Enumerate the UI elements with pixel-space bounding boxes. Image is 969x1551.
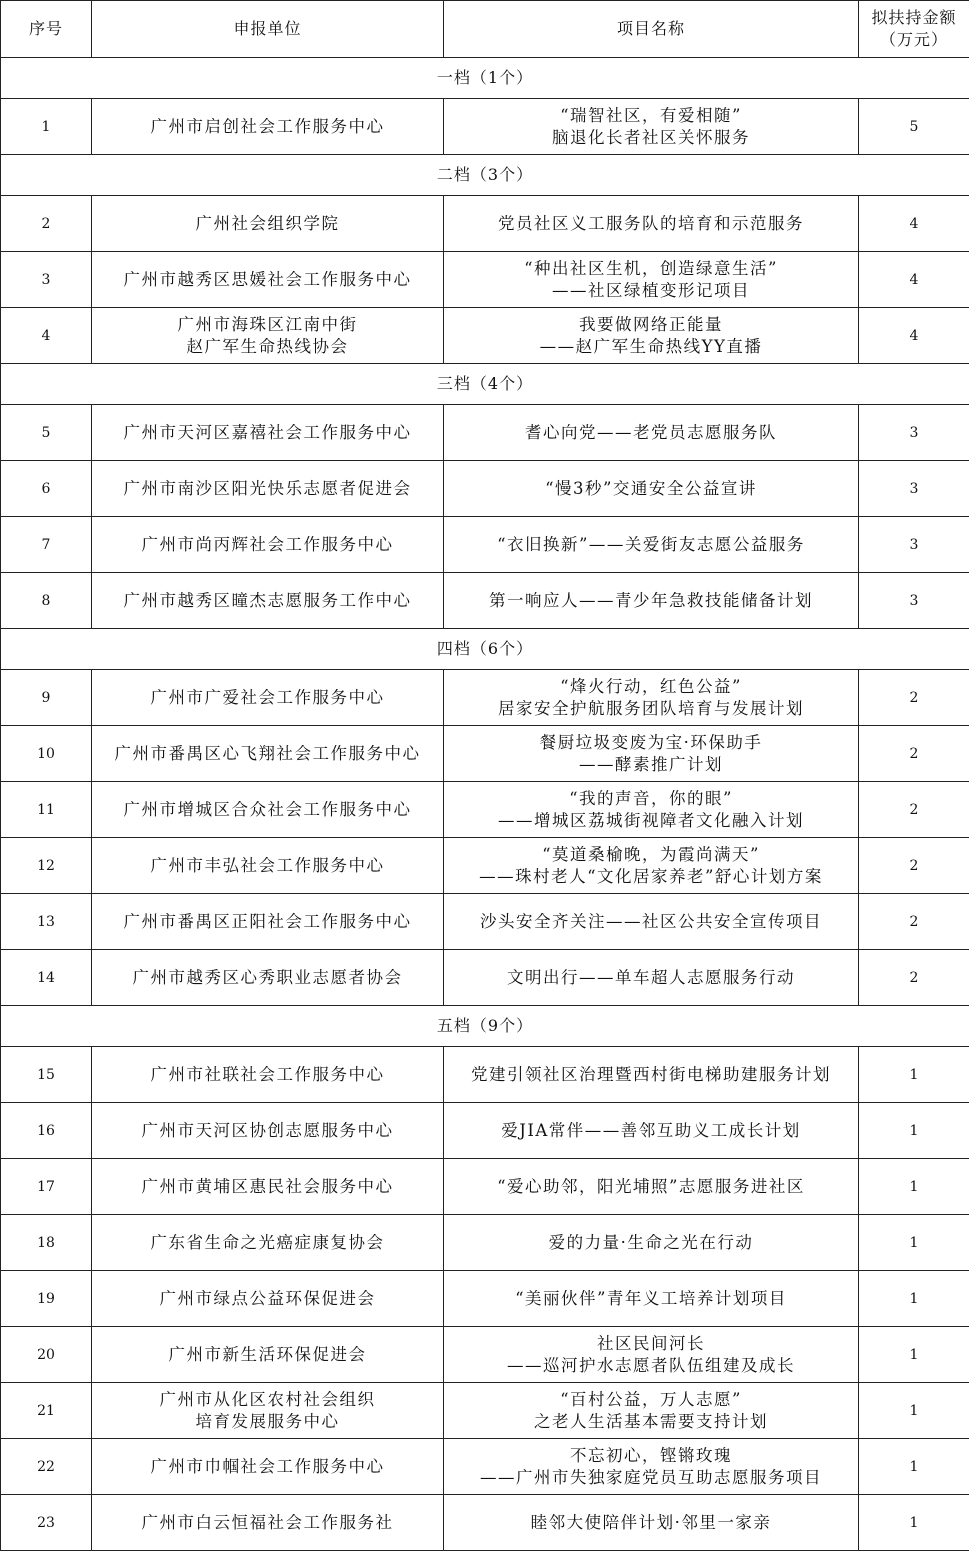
project-line: “瑞智社区，有爱相随” xyxy=(446,105,856,127)
org-line: 广州市番禺区正阳社会工作服务中心 xyxy=(94,911,441,933)
org-line: 广州市广爱社会工作服务中心 xyxy=(94,687,441,709)
row-seq: 21 xyxy=(1,1383,92,1439)
row-amount: 1 xyxy=(859,1383,969,1439)
table-row xyxy=(1,308,969,364)
project-line: ——增城区荔城街视障者文化融入计划 xyxy=(446,810,856,832)
row-project xyxy=(444,838,859,894)
row-project xyxy=(444,726,859,782)
row-org xyxy=(92,1215,444,1271)
row-amount: 1 xyxy=(859,1439,969,1495)
row-amount: 1 xyxy=(859,1103,969,1159)
org-line: 广州市绿点公益环保促进会 xyxy=(94,1288,441,1310)
row-org xyxy=(92,1103,444,1159)
org-line: 广州市尚丙辉社会工作服务中心 xyxy=(94,534,441,556)
row-seq: 14 xyxy=(1,950,92,1006)
table-row xyxy=(1,1495,969,1551)
row-org xyxy=(92,1495,444,1551)
row-amount: 2 xyxy=(859,726,969,782)
table-row xyxy=(1,1215,969,1271)
row-org xyxy=(92,1439,444,1495)
project-line: “爱心助邻，阳光埔照”志愿服务进社区 xyxy=(446,1176,856,1198)
tier-label: 四档（6个） xyxy=(1,629,969,670)
row-project xyxy=(444,99,859,155)
row-seq: 17 xyxy=(1,1159,92,1215)
table-row xyxy=(1,461,969,517)
org-line: 广州市越秀区思媛社会工作服务中心 xyxy=(94,269,441,291)
row-seq: 23 xyxy=(1,1495,92,1551)
header-project: 项目名称 xyxy=(444,1,859,58)
row-project xyxy=(444,1103,859,1159)
org-line: 广州市越秀区心秀职业志愿者协会 xyxy=(94,967,441,989)
row-amount: 2 xyxy=(859,782,969,838)
project-line: 第一响应人——青少年急救技能储备计划 xyxy=(446,590,856,612)
row-project xyxy=(444,782,859,838)
row-org xyxy=(92,894,444,950)
tier-label: 五档（9个） xyxy=(1,1006,969,1047)
project-line: 党员社区义工服务队的培育和示范服务 xyxy=(446,213,856,235)
tier-header-row xyxy=(1,629,969,670)
header-amount xyxy=(859,1,969,58)
row-org xyxy=(92,252,444,308)
table-row xyxy=(1,252,969,308)
header-row xyxy=(1,1,969,58)
table-row xyxy=(1,99,969,155)
table-row xyxy=(1,950,969,1006)
row-project xyxy=(444,1383,859,1439)
row-seq: 10 xyxy=(1,726,92,782)
row-seq: 22 xyxy=(1,1439,92,1495)
org-line: 广州市社联社会工作服务中心 xyxy=(94,1064,441,1086)
project-line: 沙头安全齐关注——社区公共安全宣传项目 xyxy=(446,911,856,933)
project-line: “慢3秒”交通安全公益宣讲 xyxy=(446,478,856,500)
row-project xyxy=(444,1327,859,1383)
project-line: 我要做网络正能量 xyxy=(446,314,856,336)
project-line: 党建引领社区治理暨西村街电梯助建服务计划 xyxy=(446,1064,856,1086)
row-seq: 13 xyxy=(1,894,92,950)
project-line: “百村公益，万人志愿” xyxy=(446,1389,856,1411)
row-seq: 15 xyxy=(1,1047,92,1103)
org-line: 广州市天河区嘉禧社会工作服务中心 xyxy=(94,422,441,444)
project-line: 不忘初心，铿锵玫瑰 xyxy=(446,1445,856,1467)
row-amount: 3 xyxy=(859,461,969,517)
project-line: ——酵素推广计划 xyxy=(446,754,856,776)
header-amount-line2: （万元） xyxy=(861,29,967,51)
org-line: 广东省生命之光癌症康复协会 xyxy=(94,1232,441,1254)
tier-header-row xyxy=(1,364,969,405)
row-seq: 7 xyxy=(1,517,92,573)
header-seq: 序号 xyxy=(1,1,92,58)
row-seq: 5 xyxy=(1,405,92,461)
row-amount: 1 xyxy=(859,1495,969,1551)
row-amount: 2 xyxy=(859,838,969,894)
org-line: 广州市巾帼社会工作服务中心 xyxy=(94,1456,441,1478)
org-line: 广州市增城区合众社会工作服务中心 xyxy=(94,799,441,821)
row-seq: 8 xyxy=(1,573,92,629)
row-org xyxy=(92,950,444,1006)
row-seq: 6 xyxy=(1,461,92,517)
org-line: 广州市南沙区阳光快乐志愿者促进会 xyxy=(94,478,441,500)
row-seq: 18 xyxy=(1,1215,92,1271)
table-row xyxy=(1,1159,969,1215)
row-seq: 19 xyxy=(1,1271,92,1327)
org-line: 广州市新生活环保促进会 xyxy=(94,1344,441,1366)
row-org xyxy=(92,517,444,573)
row-seq: 12 xyxy=(1,838,92,894)
row-project xyxy=(444,573,859,629)
table-row xyxy=(1,1439,969,1495)
project-line: 居家安全护航服务团队培育与发展计划 xyxy=(446,698,856,720)
project-line: “衣旧换新”——关爱街友志愿公益服务 xyxy=(446,534,856,556)
table-row xyxy=(1,1047,969,1103)
project-line: “美丽伙伴”青年义工培养计划项目 xyxy=(446,1288,856,1310)
table-row xyxy=(1,1271,969,1327)
row-org xyxy=(92,838,444,894)
project-line: ——社区绿植变形记项目 xyxy=(446,280,856,302)
org-line: 广州市启创社会工作服务中心 xyxy=(94,116,441,138)
table-row xyxy=(1,1383,969,1439)
table-row xyxy=(1,196,969,252)
table-row xyxy=(1,894,969,950)
project-line: ——巡河护水志愿者队伍组建及成长 xyxy=(446,1355,856,1377)
table-row xyxy=(1,517,969,573)
project-line: 睦邻大使陪伴计划·邻里一家亲 xyxy=(446,1512,856,1534)
row-seq: 11 xyxy=(1,782,92,838)
header-org: 申报单位 xyxy=(92,1,444,58)
org-line: 广州市从化区农村社会组织 xyxy=(94,1389,441,1411)
row-org xyxy=(92,670,444,726)
row-seq: 20 xyxy=(1,1327,92,1383)
row-project xyxy=(444,1271,859,1327)
row-project xyxy=(444,308,859,364)
row-org xyxy=(92,1327,444,1383)
row-project xyxy=(444,1047,859,1103)
row-amount: 4 xyxy=(859,196,969,252)
row-project xyxy=(444,405,859,461)
row-project xyxy=(444,461,859,517)
row-project xyxy=(444,950,859,1006)
row-seq: 3 xyxy=(1,252,92,308)
org-line: 广州市丰弘社会工作服务中心 xyxy=(94,855,441,877)
row-amount: 1 xyxy=(859,1047,969,1103)
project-line: 文明出行——单车超人志愿服务行动 xyxy=(446,967,856,989)
row-project xyxy=(444,1495,859,1551)
row-org xyxy=(92,1271,444,1327)
row-org xyxy=(92,196,444,252)
table-row xyxy=(1,670,969,726)
org-line: 广州市海珠区江南中街 xyxy=(94,314,441,336)
table-row xyxy=(1,782,969,838)
row-seq: 9 xyxy=(1,670,92,726)
row-amount: 1 xyxy=(859,1215,969,1271)
row-amount: 2 xyxy=(859,894,969,950)
org-line: 广州市天河区协创志愿服务中心 xyxy=(94,1120,441,1142)
row-amount: 5 xyxy=(859,99,969,155)
table-row xyxy=(1,838,969,894)
project-line: “莫道桑榆晚，为霞尚满天” xyxy=(446,844,856,866)
project-line: ——赵广军生命热线YY直播 xyxy=(446,336,856,358)
row-amount: 4 xyxy=(859,252,969,308)
project-line: 社区民间河长 xyxy=(446,1333,856,1355)
table-row xyxy=(1,1103,969,1159)
row-project xyxy=(444,517,859,573)
row-org xyxy=(92,1383,444,1439)
org-line: 培育发展服务中心 xyxy=(94,1411,441,1433)
row-org xyxy=(92,99,444,155)
project-line: 耆心向党——老党员志愿服务队 xyxy=(446,422,856,444)
org-line: 广州市黄埔区惠民社会服务中心 xyxy=(94,1176,441,1198)
org-line: 广州市白云恒福社会工作服务社 xyxy=(94,1512,441,1534)
tier-label: 二档（3个） xyxy=(1,155,969,196)
project-line: 餐厨垃圾变废为宝·环保助手 xyxy=(446,732,856,754)
row-org xyxy=(92,461,444,517)
row-amount: 3 xyxy=(859,405,969,461)
tier-label: 一档（1个） xyxy=(1,58,969,99)
row-amount: 2 xyxy=(859,950,969,1006)
row-project xyxy=(444,894,859,950)
table-body xyxy=(1,58,969,1551)
row-amount: 1 xyxy=(859,1271,969,1327)
project-line: ——珠村老人“文化居家养老”舒心计划方案 xyxy=(446,866,856,888)
row-seq: 2 xyxy=(1,196,92,252)
row-project xyxy=(444,1215,859,1271)
table-row xyxy=(1,405,969,461)
project-line: “烽火行动，红色公益” xyxy=(446,676,856,698)
row-project xyxy=(444,1159,859,1215)
project-line: 爱的力量·生命之光在行动 xyxy=(446,1232,856,1254)
row-amount: 4 xyxy=(859,308,969,364)
tier-header-row xyxy=(1,58,969,99)
row-amount: 3 xyxy=(859,573,969,629)
project-line: “我的声音，你的眼” xyxy=(446,788,856,810)
row-amount: 1 xyxy=(859,1327,969,1383)
org-line: 广州市越秀区曈杰志愿服务工作中心 xyxy=(94,590,441,612)
org-line: 广州社会组织学院 xyxy=(94,213,441,235)
table-row xyxy=(1,573,969,629)
row-org xyxy=(92,573,444,629)
org-line: 广州市番禺区心飞翔社会工作服务中心 xyxy=(94,743,441,765)
org-line: 赵广军生命热线协会 xyxy=(94,336,441,358)
project-line: ——广州市失独家庭党员互助志愿服务项目 xyxy=(446,1467,856,1489)
row-seq: 1 xyxy=(1,99,92,155)
row-org xyxy=(92,308,444,364)
row-project xyxy=(444,252,859,308)
table-row xyxy=(1,726,969,782)
row-seq: 4 xyxy=(1,308,92,364)
row-seq: 16 xyxy=(1,1103,92,1159)
row-org xyxy=(92,1159,444,1215)
table-row xyxy=(1,1327,969,1383)
row-amount: 3 xyxy=(859,517,969,573)
tier-header-row xyxy=(1,1006,969,1047)
tier-label: 三档（4个） xyxy=(1,364,969,405)
header-amount-line1: 拟扶持金额 xyxy=(861,7,967,29)
tier-header-row xyxy=(1,155,969,196)
project-line: 之老人生活基本需要支持计划 xyxy=(446,1411,856,1433)
row-amount: 1 xyxy=(859,1159,969,1215)
row-org xyxy=(92,405,444,461)
row-project xyxy=(444,196,859,252)
project-line: 脑退化长者社区关怀服务 xyxy=(446,127,856,149)
row-project xyxy=(444,670,859,726)
project-line: “种出社区生机，创造绿意生活” xyxy=(446,258,856,280)
project-line: 爱JIA常伴——善邻互助义工成长计划 xyxy=(446,1120,856,1142)
row-amount: 2 xyxy=(859,670,969,726)
row-org xyxy=(92,1047,444,1103)
row-org xyxy=(92,726,444,782)
row-org xyxy=(92,782,444,838)
row-project xyxy=(444,1439,859,1495)
